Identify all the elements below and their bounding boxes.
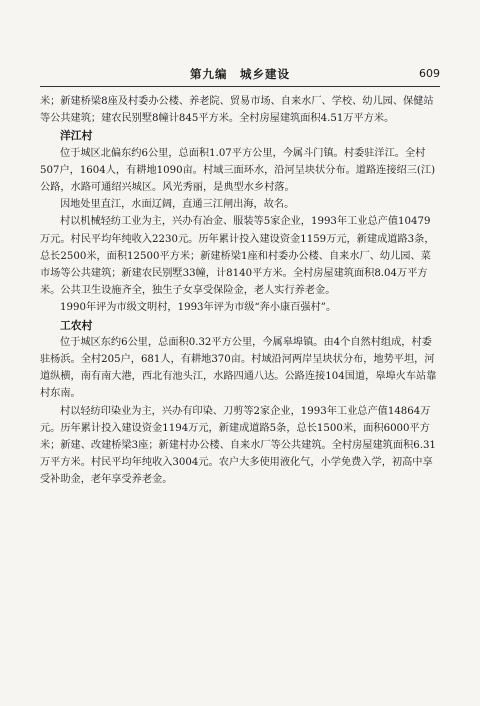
paragraph-yangjiang-honors: 1990年评为市级文明村，1993年评为市级“奔小康百强村”。 <box>60 302 337 314</box>
page-number: 609 <box>419 67 440 80</box>
heading-gongnong-village: 工农村 <box>60 318 93 332</box>
paragraph-yangjiang-economy: 村以机械轻纺工业为主，兴办有冶金、服装等5家企业，1993年工业总产值10479万元。村民平均年纯收入2230元。历年累计投入建设资金1159万元，新建成道路3条，总长2500米，面积12500平方米；新建桥梁1座和村委办公楼、自来水厂、幼儿园、菜市场等公共建筑；新建农民别墅33幢，计8140平方米。全村房屋建筑面积8.04万平方米。公共卫生设施齐全，独生子女享受保险金，老人实行养老金。 <box>40 216 435 297</box>
page-header <box>40 64 440 84</box>
heading-yangjiang-village: 洋江村 <box>60 129 93 143</box>
paragraph-yangjiang-location: 位于城区北偏东约6公里，总面积1.07平方公里，今属斗门镇。村委驻洋江。全村507户，1604人，有耕地1090亩。村域三面环水，沿河呈块状分布。道路连接绍三(江)公路，水路可通绍兴城区。风光秀丽，是典型水乡村落。 <box>40 147 436 194</box>
header-rule <box>40 86 440 87</box>
paragraph-gongnong-economy: 村以轻纺印染业为主，兴办有印染、刀剪等2家企业，1993年工业总产值14864万元。历年累计投入建设资金1194万元，新建成道路5条，总长1500米，面积6000平方米；新建、改建桥梁3座；新建村办公楼、自来水厂等公共建筑。全村房屋建筑面积6.31万平方米。村民平均年纯收入3004元。农户大多使用液化气，小学免费入学，初高中享受补助金，老年享受养老金。 <box>40 405 436 486</box>
body-text <box>40 93 440 489</box>
section-title: 第九编 城乡建设 <box>190 67 290 81</box>
paragraph-gongnong-location: 位于城区东约6公里，总面积0.32平方公里，今属皋埠镇。由4个自然村组成，村委驻杨浜。全村205户，681人，有耕地370亩。村域沿河两岸呈块状分布，地势平坦，河道纵横，南有南大港，西北有池头江，水路四通八达。公路连接104国道，皋埠火车站靠村东南。 <box>40 336 437 400</box>
paragraph-yangjiang-name-origin: 因地处里直江，水面辽阔，直通三江闸出海，故名。 <box>60 199 295 211</box>
paragraph-continued: 米；新建桥梁8座及村委办公楼、养老院、贸易市场、自来水厂、学校、幼儿园、保健站等公共建筑；建农民别墅8幢计845平方米。全村房屋建筑面积4.51万平方米。 <box>40 96 434 125</box>
